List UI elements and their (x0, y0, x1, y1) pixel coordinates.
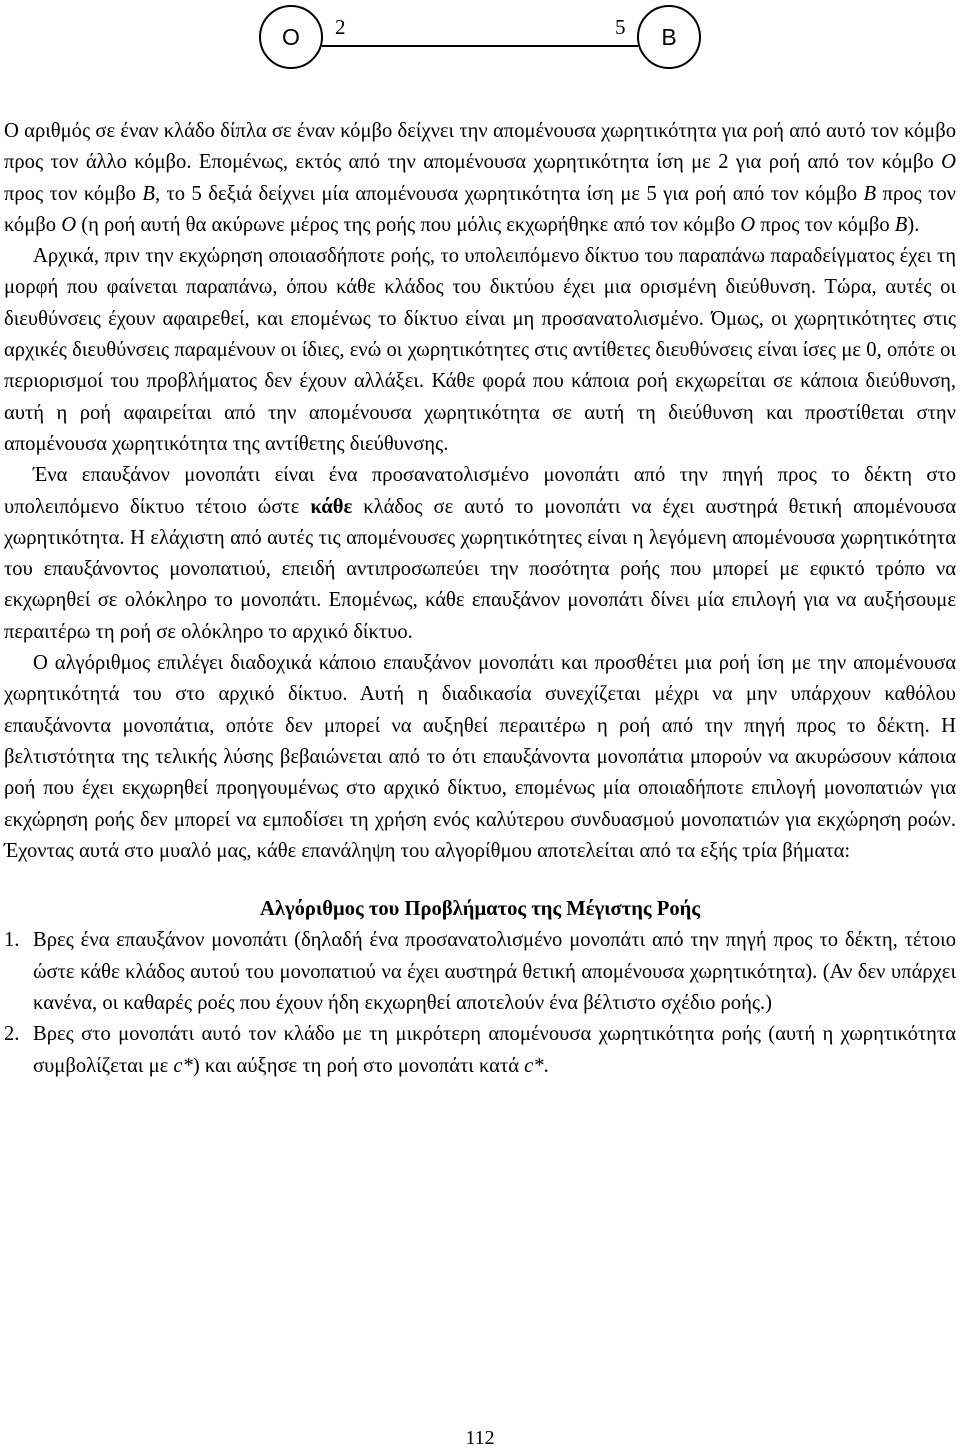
node-o (259, 5, 323, 69)
step-text: ) και αύξησε τη ροή στο μονοπάτι κατά (192, 1054, 525, 1077)
arc-o-b (322, 45, 638, 47)
algorithm-steps (4, 925, 956, 1081)
paragraph-residual-capacity (4, 116, 956, 241)
paragraph-augmenting-path (4, 460, 956, 648)
algorithm-step (4, 1019, 956, 1082)
paragraph-algorithm-overview: Ο αλγόριθμος επιλέγει διαδοχικά κάποιο επαυξάνον μονοπάτι και προσθέτει μια ροή ίση με την απομένουσα χωρητικότητά του στο αρχικό δίκτυο. Αυτή η διαδικασία συνεχίζεται μέχρι να μην υπάρχουν καθόλου επαυξάνοντα μονοπάτια, οπότε δεν μπορεί να αυξηθεί περαιτέρω η ροή από την πηγή προς το δέκτη. Η βελτιστότητα της τελικής λύσης βεβαιώνεται από το ότι επαυξάνοντα μονοπάτια μπορούν να ακυρώσουν κάποια ροή που έχει εκχωρηθεί προηγουμένως στο αρχικό δίκτυο, επομένως μία οποιαδήποτε επιλογή μονοπατιών για εκχώρηση ροής δεν μπορεί να εμποδίσει τη χρήση ενός καλύτερου συνδυασμού μονοπατιών για εκχώρηση ροών. Έχοντας αυτά στο μυαλό μας, κάθε επανάληψη του αλγορίθμου αποτελείται από τα εξής τρία βήματα: (4, 652, 956, 862)
node-ref-b: B (863, 182, 877, 205)
algorithm-title: Αλγόριθμος του Προβλήματος της Μέγιστης Ροής (259, 898, 701, 921)
residual-network-diagram (255, 3, 715, 83)
node-ref-o: O (941, 151, 956, 174)
text-span: (η ροή αυτή θα ακύρωνε μέρος της ροής που μόλις εκχωρήθηκε από τον κόμβο (76, 213, 741, 236)
text-span: , το 5 δεξιά δείχνει μία απομένουσα χωρητικότητα ίση με 5 για ροή από τον κόμβο (154, 182, 864, 205)
node-ref-o: O (740, 213, 756, 236)
text-span: προς τον κόμβο (755, 213, 895, 236)
paragraph-initial-network: Αρχικά, πριν την εκχώρηση οποιασδήποτε ροής, το υπολειπόμενο δίκτυο του παραπάνω παραδείγματος έχει τη μορφή που φαίνεται παραπάνω, όπου κάθε κλάδος του δικτύου έχει μια ορισμένη διεύθυνση. Τώρα, αυτές οι διευθύνσεις έχουν αφαιρεθεί, και επομένως το δίκτυο είναι μη προσανατολισμένο. Όμως, οι χωρητικότητες στις αρχικές διευθύνσεις παραμένουν οι ίδιες, ενώ οι χωρητικότητες στις αντίθετες διευθύνσεις είναι ίσες με 0, οπότε οι περιορισμοί του προβλήματος δεν έχουν αλλάξει. Κάθε φορά που κάποια ροή εκχωρείται σε κάποια διεύθυνση, αυτή η ροή αφαιρείται από την απομένουσα χωρητικότητα σε αυτή τη διεύθυνση και προστίθεται στην απομένουσα χωρητικότητα της αντίθετης διεύθυνσης. (4, 245, 956, 455)
text-span: προς τον κόμβο (4, 182, 956, 236)
capacity-label-o-to-b: 2 (335, 15, 346, 39)
node-b (637, 5, 701, 69)
step-text: Βρες στο μονοπάτι αυτό τον κλάδο με τη μικρότερη απομένουσα χωρητικότητα ροής (αυτή η χωρητικότητα συμβολίζεται με (33, 1023, 956, 1077)
node-ref-o: O (61, 213, 77, 236)
node-o-label: O (282, 23, 300, 50)
symbol-c-star: c* (173, 1054, 193, 1077)
text-span: προς τον κόμβο (4, 182, 143, 205)
text-span: Ένα επαυξάνον μονοπάτι είναι ένα προσανατολισμένο μονοπάτι από την πηγή προς το δέκτη στο υπολειπόμενο δίκτυο τέτοιο ώστε (4, 464, 956, 518)
text-span: Ο αριθμός σε έναν κλάδο δίπλα σε έναν κόμβο δείχνει την απομένουσα χωρητικότητα για ροή από αυτό τον κόμβο προς τον άλλο κόμβο. Επομένως, εκτός από την απομένουσα χωρητικότητα ίση με 2 για ροή από τον κόμβο (4, 120, 956, 174)
text-span: ). (907, 213, 920, 236)
step-number: 2. (4, 1023, 20, 1046)
algorithm-step (4, 925, 956, 1019)
page-number: 112 (465, 1427, 495, 1449)
step-text: Βρες ένα επαυξάνον μονοπάτι (δηλαδή ένα προσανατολισμένο μονοπάτι από την πηγή προς το δέκτη, τέτοιο ώστε κάθε κλάδος αυτού του μονοπατιού να έχει αυστηρά θετική απομένουσα χωρητικότητα). (Αν δεν υπάρχει κανένα, οι καθαρές ροές που έχουν ήδη εκχωρηθεί αποτελούν ένα βέλτιστο σχέδιο ροής.) (33, 929, 956, 1015)
text-span: κλάδος σε αυτό το μονοπάτι να έχει αυστηρά θετική απομένουσα χωρητικότητα. Η ελάχιστη από αυτές τις απομένουσες χωρητικότητες είναι η λεγόμενη απομένουσα χωρητικότητα του επαυξάνοντος μονοπατιού, επειδή αντιπροσωπεύει την ποσότητα ροής που μπορεί με εφικτό τρόπο να εκχωρηθεί σε ολόκληρο το μονοπάτι. Επομένως, κάθε επαυξάνον μονοπάτι δίνει μία επιλογή για να αυξήσουμε περαιτέρω τη ροή σε ολόκληρο το αρχικό δίκτυο. (4, 495, 956, 643)
node-ref-b: B (142, 182, 155, 205)
document-body (4, 116, 956, 1082)
node-ref-b: B (894, 213, 908, 236)
bold-word: κάθε (310, 495, 353, 518)
node-b-label: B (661, 23, 677, 50)
step-number: 1. (4, 929, 20, 952)
symbol-c-star: c* (524, 1054, 544, 1077)
capacity-label-b-to-o: 5 (615, 15, 626, 39)
step-text: . (543, 1054, 549, 1077)
